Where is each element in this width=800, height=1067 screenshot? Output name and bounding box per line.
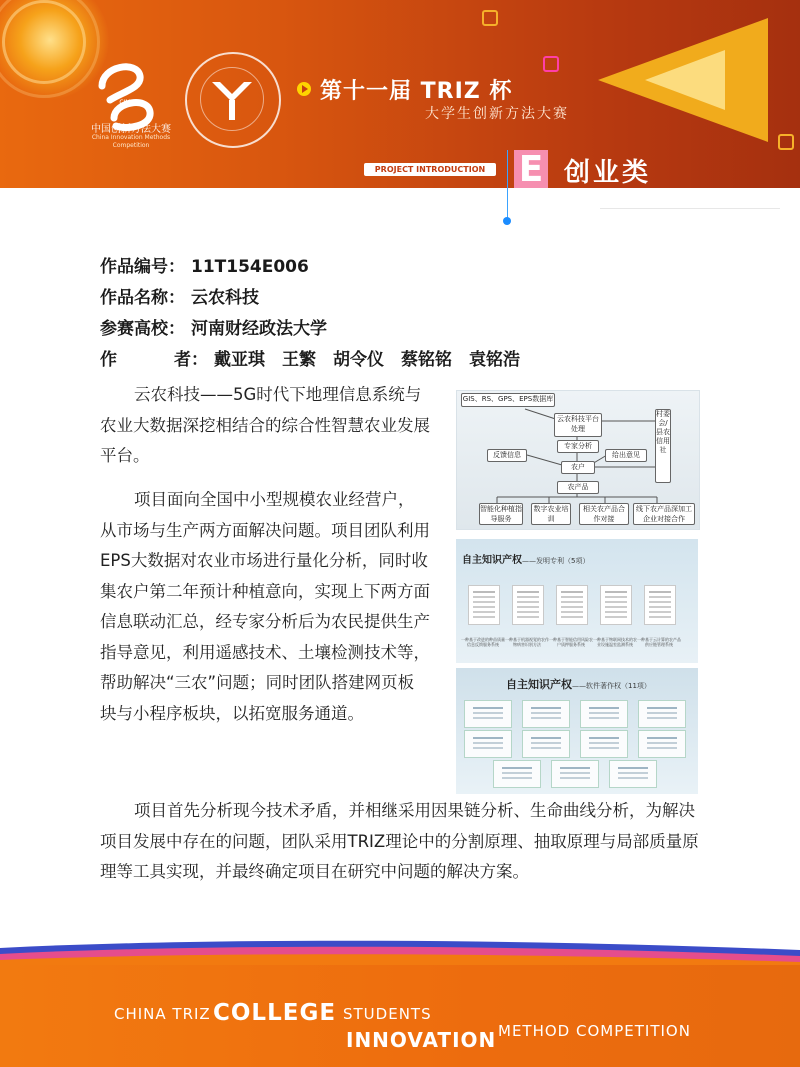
patent-caption: 一种基于改进的种苗质量信息反馈服务系统 (461, 637, 505, 647)
svg-text:CIMC: CIMC (119, 99, 135, 106)
project-introduction-tag: PROJECT INTRODUCTION (364, 163, 496, 176)
info-label: 参赛高校： (100, 319, 185, 339)
patent-document (512, 585, 544, 625)
figure-title-text: 自主知识产权 (506, 678, 572, 691)
copyright-certificate (493, 760, 541, 788)
figure-title (506, 676, 651, 692)
footer-text: CHINA TRIZ (114, 1005, 211, 1023)
service-box: 相关农产品合作对接 (579, 503, 629, 525)
copyright-certificate (551, 760, 599, 788)
patent-document (600, 585, 632, 625)
figure-title-text: 自主知识产权 (462, 555, 522, 566)
info-row-number (100, 252, 520, 283)
square-decoration (778, 134, 794, 150)
info-value: 11T154E006 (191, 257, 309, 277)
info-row-authors (100, 345, 520, 376)
patent-document (468, 585, 500, 625)
divider-line (507, 150, 508, 220)
info-label: 者： (174, 350, 208, 370)
expert-box: 专家分析 (557, 440, 599, 453)
copyright-certificate (580, 730, 628, 758)
competition-title: 第十一届 TRIZ 杯 (320, 79, 513, 104)
feedback-box: 反馈信息 (487, 449, 527, 462)
header-banner (0, 0, 800, 188)
triz-y-icon (210, 78, 254, 122)
info-label: 作品编号： (100, 257, 185, 277)
figure-subtitle: ——发明专利（5项） (522, 557, 590, 565)
paragraph-description: 项目面向全国中小型规模农业经营户，从市场与生产两方面解决问题。项目团队利用EPS大数据对农业市场进行量化分析，同时收集农户第二年预计种植意向，实现上下两方面信息联动汇总，经专家分析后为农民提供生产指导意见，利用遥感技术、土壤检测技术等，帮助解决“三农”问题；同时团队搭建网页板块与小程序板块，以拓宽服务通道。 (100, 490, 430, 723)
copyright-certificate (464, 730, 512, 758)
info-label: 作品名称： (100, 288, 185, 308)
patent-caption: 一种基于物联网技术的农业设施温室监测系统 (593, 637, 637, 647)
paragraph-method: 项目首先分析现今技术矛盾，并相继采用因果链分析、生命曲线分析，为解决项目发展中存在的问题，团队采用TRIZ理论中的分割原理、抽取原理与局部质量原理等工具实现，并最终确定项目在研究中问题的解决方案。 (100, 801, 699, 881)
paragraph-intro: 云农科技——5G时代下地理信息系统与农业大数据深挖相结合的综合性智慧农业发展平台。 (100, 385, 430, 465)
copyright-certificate (609, 760, 657, 788)
patent-document (556, 585, 588, 625)
copyright-certificate (464, 700, 512, 728)
database-box: GIS、RS、GPS、EPS数据库 (461, 393, 555, 407)
copyright-certificate (522, 700, 570, 728)
patent-caption: 一种基于云计算的农产品供应链管理系统 (637, 637, 681, 647)
category-letter: E (514, 150, 548, 188)
play-icon (297, 82, 311, 96)
copyright-figure (456, 668, 698, 794)
patent-caption: 一种基于机器视觉的农作物病害识别方法 (505, 637, 549, 647)
patent-figure (456, 539, 698, 663)
village-box: 村委会/县农信用社 (655, 409, 671, 483)
project-info (100, 252, 520, 376)
copyright-certificate (580, 700, 628, 728)
service-box: 线下农产品深加工企业对接合作 (633, 503, 695, 525)
info-label: 作 (100, 350, 117, 370)
figure-subtitle: ——软件著作权（11项） (572, 682, 651, 690)
service-box: 智能化种植指导服务 (480, 505, 522, 523)
patent-caption: 一种基于智能信用风险农户质押服务系统 (549, 637, 593, 647)
footer-text: METHOD COMPETITION (498, 1022, 691, 1040)
output-box: 给出意见 (605, 449, 647, 462)
info-row-name (100, 283, 520, 314)
info-value: 河南财经政法大学 (191, 319, 327, 339)
square-decoration (482, 10, 498, 26)
platform-flow-diagram (456, 390, 700, 530)
footer-text-bold: COLLEGE (213, 1000, 337, 1026)
triangle-decoration (645, 50, 725, 110)
footer-text-bold: INNOVATION (346, 1028, 497, 1052)
patent-document (644, 585, 676, 625)
divider-dot (503, 217, 511, 225)
info-value: 云农科技 (191, 288, 259, 308)
platform-box: 云农科技平台处理 (554, 413, 602, 437)
farmer-box: 农户 (561, 461, 595, 474)
logo-text-cn: 中国创新方法大赛 (91, 124, 171, 135)
divider-line (600, 208, 780, 209)
service-box: 数字农业培训 (531, 503, 571, 525)
product-box: 农产品 (557, 481, 599, 494)
footer-text: STUDENTS (343, 1005, 432, 1023)
square-decoration (543, 56, 559, 72)
copyright-certificate (638, 730, 686, 758)
copyright-certificate (638, 700, 686, 728)
logo-text-en: China Innovation Methods Competition (91, 134, 171, 149)
info-value: 戴亚琪 王繁 胡令仪 蔡铭铭 袁铭浩 (214, 350, 520, 370)
copyright-certificate (522, 730, 570, 758)
figure-title (462, 551, 589, 566)
competition-subtitle: 大学生创新方法大赛 (425, 106, 569, 122)
info-row-school (100, 314, 520, 345)
category-name: 创业类 (564, 158, 652, 188)
